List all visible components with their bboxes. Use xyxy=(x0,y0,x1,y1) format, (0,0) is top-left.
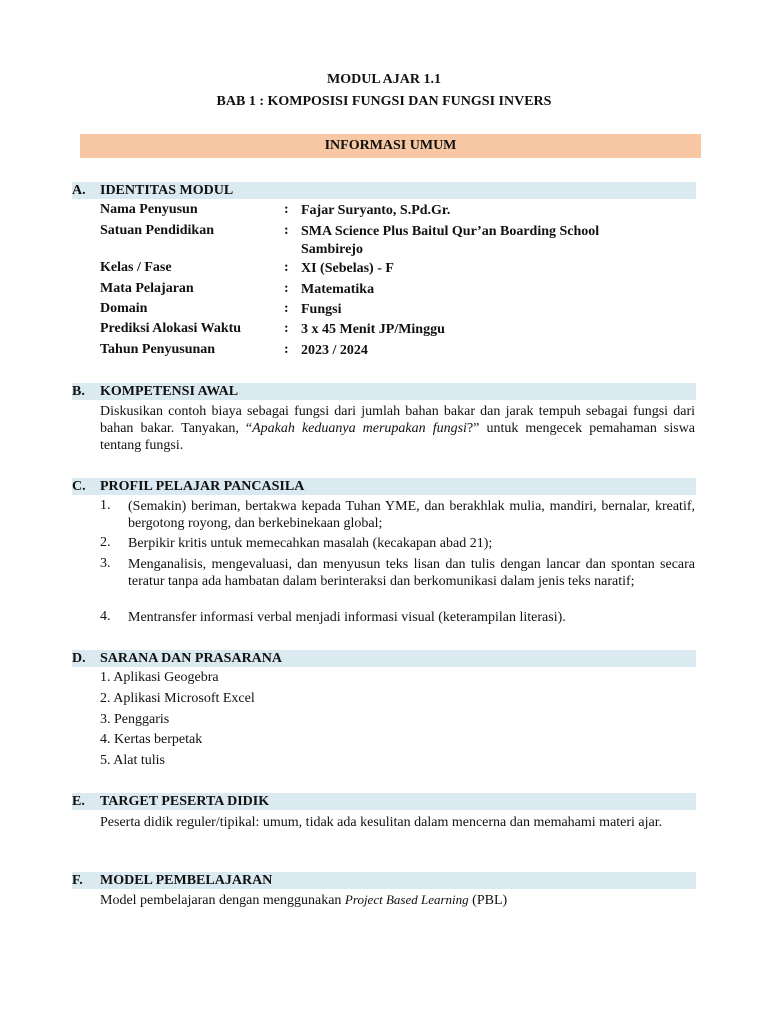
competence-text-start: Diskusikan contoh biaya sebagai fungsi dari jumlah bahan bakar dan jarak tempuh sebagai fungsi dari bahan bakar. Tanyakan, “ xyxy=(100,404,695,436)
list-number: 1. xyxy=(100,498,111,513)
chapter-title: BAB 1 : KOMPOSISI FUNGSI DAN FUNGSI INVERS xyxy=(216,94,552,109)
identity-value: XI (Sebelas) - F xyxy=(301,261,394,276)
competence-question: Apakah keduanya merupakan fungsi xyxy=(252,421,467,436)
general-info-banner: INFORMASI UMUM xyxy=(80,134,701,158)
identity-value: Fajar Suryanto, S.Pd.Gr. xyxy=(301,203,451,218)
initial-competence-text xyxy=(100,403,695,454)
identity-colon: : xyxy=(284,202,289,217)
identity-value: SMA Science Plus Baitul Qur’an Boarding School Sambirejo xyxy=(301,224,600,257)
facility-item: 1. Aplikasi Geogebra xyxy=(100,670,219,685)
identity-label: Tahun Penyusunan xyxy=(100,342,216,357)
list-text: Menganalisis, mengevaluasi, dan menyusun teks lisan dan tulis dengan lancar dan spontan secara teratur tanpa ada hambatan dalam berinteraksi dan berkomunikasi dalam jenis teks naratif; xyxy=(128,557,695,589)
section-d-header xyxy=(72,650,696,667)
identity-label: Nama Penyusun xyxy=(100,202,198,217)
section-title: PROFIL PELAJAR PANCASILA xyxy=(100,479,305,494)
facility-item: 2. Aplikasi Microsoft Excel xyxy=(100,691,255,706)
identity-value: Matematika xyxy=(301,282,375,297)
list-text: Berpikir kritis untuk memecahkan masalah (kecakapan abad 21); xyxy=(128,536,493,551)
section-letter: D. xyxy=(72,651,86,666)
model-text-end: (PBL) xyxy=(468,893,508,908)
section-letter: E. xyxy=(72,794,85,809)
section-title: IDENTITAS MODUL xyxy=(100,183,234,198)
section-e-header xyxy=(72,793,696,810)
learning-model-text xyxy=(100,892,507,909)
identity-label: Mata Pelajaran xyxy=(100,281,194,296)
list-text: (Semakin) beriman, bertakwa kepada Tuhan YME, dan berakhlak mulia, mandiri, bernalar, kreatif, bergotong royong, dan berkebinekaan global; xyxy=(128,499,695,531)
identity-label: Kelas / Fase xyxy=(100,260,172,275)
list-number: 2. xyxy=(100,535,111,550)
model-name: Project Based Learning xyxy=(344,892,469,907)
facility-item: 5. Alat tulis xyxy=(100,753,165,768)
section-title: KOMPETENSI AWAL xyxy=(100,384,239,399)
section-letter: A. xyxy=(72,183,86,198)
model-text-start: Model pembelajaran dengan menggunakan xyxy=(100,893,345,908)
identity-colon: : xyxy=(284,301,289,316)
section-title: MODEL PEMBELAJARAN xyxy=(100,873,273,888)
identity-label: Satuan Pendidikan xyxy=(100,223,214,238)
module-title: MODUL AJAR 1.1 xyxy=(327,72,441,87)
identity-colon: : xyxy=(284,321,289,336)
list-text: Mentransfer informasi verbal menjadi informasi visual (keterampilan literasi). xyxy=(128,610,566,625)
section-letter: F. xyxy=(72,873,83,888)
identity-value: 2023 / 2024 xyxy=(301,343,368,358)
target-student-text: Peserta didik reguler/tipikal: umum, tidak ada kesulitan dalam mencerna dan memahami materi ajar. xyxy=(100,815,663,830)
competence-text-end: ?” untuk mengecek pemahaman siswa tentang fungsi. xyxy=(100,421,696,453)
section-letter: B. xyxy=(72,384,85,399)
section-title: SARANA DAN PRASARANA xyxy=(100,651,283,666)
list-number: 3. xyxy=(100,556,111,571)
facility-item: 4. Kertas berpetak xyxy=(100,732,203,747)
identity-colon: : xyxy=(284,342,289,357)
identity-colon: : xyxy=(284,281,289,296)
section-letter: C. xyxy=(72,479,86,494)
identity-label: Domain xyxy=(100,301,148,316)
identity-label: Prediksi Alokasi Waktu xyxy=(100,321,242,336)
identity-colon: : xyxy=(284,223,289,238)
section-c-header xyxy=(72,478,696,495)
section-title: TARGET PESERTA DIDIK xyxy=(100,794,270,809)
identity-colon: : xyxy=(284,260,289,275)
section-f-header xyxy=(72,872,696,889)
identity-value: 3 x 45 Menit JP/Minggu xyxy=(301,322,445,337)
identity-value: Fungsi xyxy=(301,302,342,317)
list-number: 4. xyxy=(100,609,111,624)
section-b-header xyxy=(72,383,696,400)
section-a-header xyxy=(72,182,696,199)
facility-item: 3. Penggaris xyxy=(100,712,170,727)
